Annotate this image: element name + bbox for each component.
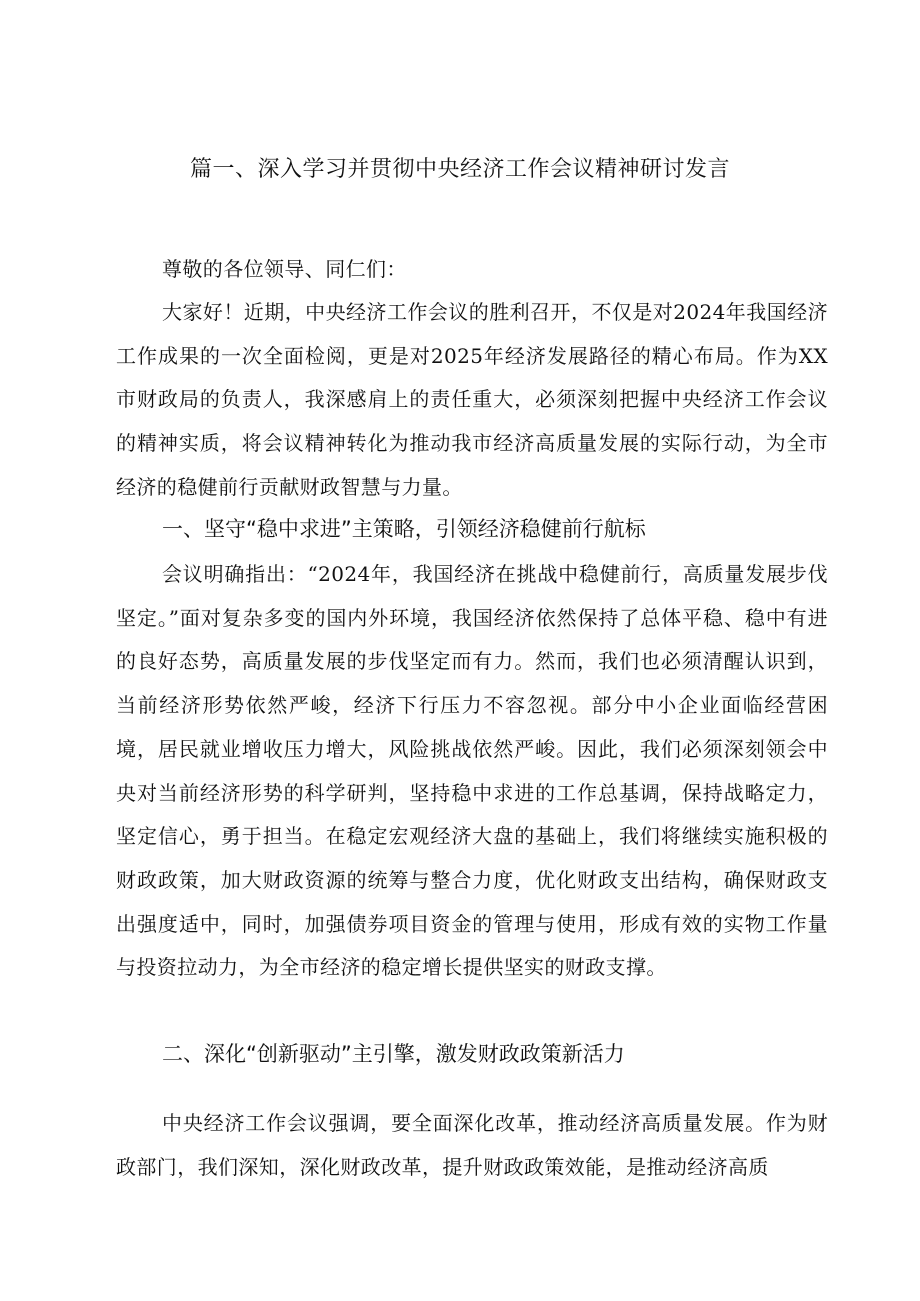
- section-1-paragraph: 会议明确指出：“2024年，我国经济在挑战中稳健前行，高质量发展步伐坚定。”面对复杂多变的国内外环境，我国经济依然保持了总体平稳、稳中有进的良好态势，高质量发展的步伐坚定而有力。然而，我们也必须清醒认识到，当前经济形势依然严峻，经济下行压力不容忽视。部分中小企业面临经营困境，居民就业增收压力增大，风险挑战依然严峻。因此，我们必须深刻领会中央对当前经济形势的科学研判，坚持稳中求进的工作总基调，保持战略定力，坚定信心，勇于担当。在稳定宏观经济大盘的基础上，我们将继续实施积极的财政政策，加大财政资源的统筹与整合力度，优化财政支出结构，确保财政支出强度适中，同时，加强债券项目资金的管理与使用，形成有效的实物工作量与投资拉动力，为全市经济的稳定增长提供坚实的财政支撑。: [116, 562, 828, 980]
- section-2-heading: 二、深化“创新驱动”主引擎，激发财政政策新活力: [162, 1042, 625, 1066]
- section-1-heading: 一、坚守“稳中求进”主策略，引领经济稳健前行航标: [162, 517, 646, 541]
- greeting-paragraph: 尊敬的各位领导、同仁们：: [162, 257, 407, 281]
- document-title: 篇一、深入学习并贯彻中央经济工作会议精神研讨发言: [189, 157, 730, 182]
- section-2-paragraph: 中央经济工作会议强调，要全面深化改革，推动经济高质量发展。作为财政部门，我们深知，深化财政改革，提升财政政策效能，是推动经济高质: [116, 1111, 828, 1179]
- intro-paragraph: 大家好！近期，中央经济工作会议的胜利召开，不仅是对2024年我国经济工作成果的一次全面检阅，更是对2025年经济发展路径的精心布局。作为XX市财政局的负责人，我深感肩上的责任重大，必须深刻把握中央经济工作会议的精神实质，将会议精神转化为推动我市经济高质量发展的实际行动，为全市经济的稳健前行贡献财政智慧与力量。: [116, 300, 828, 499]
